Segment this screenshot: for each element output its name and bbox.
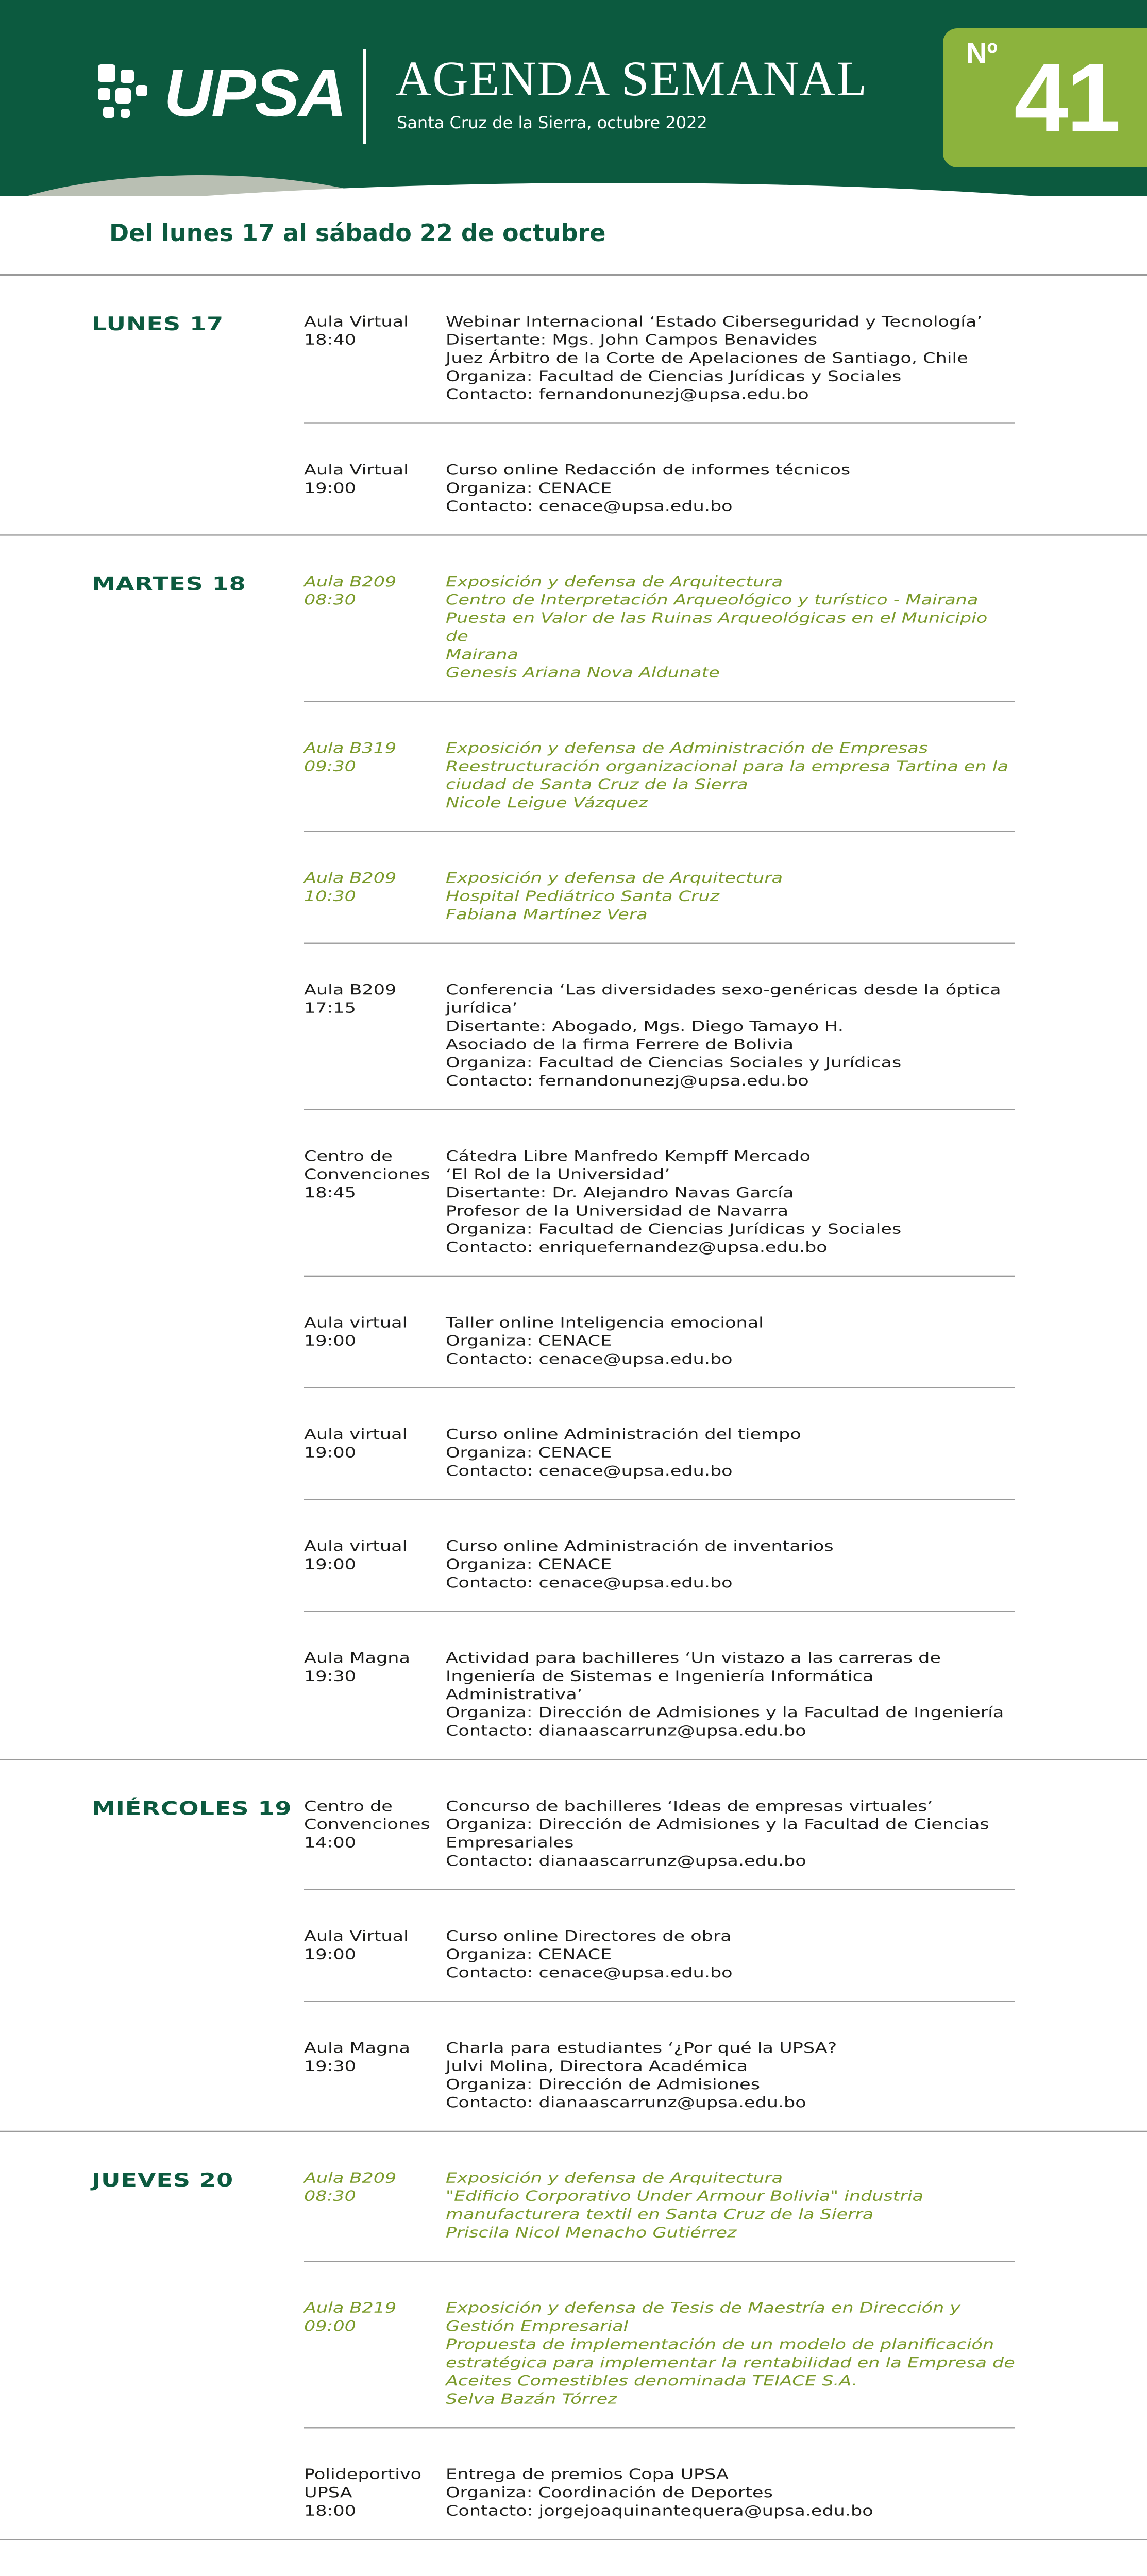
event-place-time: Polideportivo UPSA 18:00 [304, 2466, 422, 2519]
event-description: Exposición y defensa de Arquitectura Centro de Interpretación Arqueológico y turístico - Mairana Puesta en Valor de las Ruinas Arqueológicas en el Municipio de Mairana Genesis Ariana Nova Aldunate [446, 573, 988, 681]
event-item [304, 1388, 1015, 1500]
event-description: Charla para estudiantes ‘¿Por qué la UPSA? Julvi Molina, Directora Académica Organiza: Dirección de Admisiones Contacto: dianaascarrunz@upsa.edu.bo [446, 2040, 837, 2111]
event-place-time: Aula B209 10:30 [304, 870, 397, 905]
event-item [304, 702, 1015, 832]
upsa-logo [98, 57, 346, 129]
event-description: Cátedra Libre Manfredo Kempff Mercado ‘El Rol de la Universidad’ Disertante: Dr. Alejandro Navas García Profesor de la Universidad de Navarra Organiza: Facultad de Ciencias Jurídicas y Sociales Contacto: enriquefernandez@upsa.edu.bo [446, 1148, 902, 1256]
day-section [0, 2132, 1147, 2540]
event-item [304, 944, 1015, 1110]
day-section [0, 1760, 1147, 2132]
event-item [304, 2002, 1015, 2131]
event-item [304, 1277, 1015, 1388]
event-item [304, 832, 1015, 944]
day-name: JUEVES 20 [92, 2169, 234, 2191]
event-description: Concurso de bachilleres ‘Ideas de empresas virtuales’ Organiza: Dirección de Admisiones y la Facultad de Ciencias Empresariales Contacto: dianaascarrunz@upsa.edu.bo [446, 1798, 989, 1869]
event-place-time: Centro de Convenciones 18:45 [304, 1148, 430, 1201]
header-banner [0, 0, 1147, 196]
header-divider [363, 49, 366, 144]
event-place-time: Aula virtual 19:00 [304, 1314, 408, 1349]
event-item [304, 2262, 1015, 2428]
event-place-time: Aula Virtual 19:00 [304, 462, 409, 497]
agenda-list [0, 276, 1147, 2576]
event-place-time: Aula Magna 19:30 [304, 1650, 410, 1685]
event-description: Webinar Internacional ‘Estado Ciberseguridad y Tecnología’ Disertante: Mgs. John Campos Benavides Juez Árbitro de la Corte de Apelaciones de Santiago, Chile Organiza: Facultad de Ciencias Jurídicas y Sociales Contacto: fernandonunezj@upsa.edu.bo [446, 313, 983, 403]
event-place-time: Aula Magna 19:30 [304, 2040, 410, 2075]
event-description: Curso online Redacción de informes técnicos Organiza: CENACE Contacto: cenace@upsa.edu.bo [446, 462, 851, 515]
event-place-time: Aula virtual 19:00 [304, 1538, 408, 1573]
event-place-time: Aula Virtual 19:00 [304, 1928, 409, 1963]
event-item [304, 1890, 1015, 2002]
event-place-time: Aula B319 09:30 [304, 740, 397, 775]
day-section [0, 2540, 1147, 2576]
period-heading: Del lunes 17 al sábado 22 de octubre [109, 219, 606, 247]
issue-number-label: Nº [966, 37, 998, 69]
issue-number: 41 [1014, 43, 1119, 152]
event-description: Curso online Directores de obra Organiza: CENACE Contacto: cenace@upsa.edu.bo [446, 1928, 733, 1981]
event-item [304, 2132, 1015, 2262]
event-description: Exposición y defensa de Arquitectura "Edificio Corporativo Under Armour Bolivia" industria manufacturera textil en Santa Cruz de la Sierra Priscila Nicol Menacho Gutiérrez [446, 2170, 924, 2241]
day-name: MARTES 18 [92, 572, 246, 595]
event-description: Conferencia ‘Las diversidades sexo-genéricas desde la óptica jurídica’ Disertante: Abogado, Mgs. Diego Tamayo H. Asociado de la firma Ferrere de Bolivia Organiza: Facultad de Ciencias Sociales y Jurídicas Contacto: fernandonunezj@upsa.edu.bo [446, 981, 1001, 1090]
event-item [304, 2428, 1015, 2539]
event-item [304, 536, 1015, 702]
event-place-time: Aula Virtual 18:40 [304, 313, 409, 348]
page-subtitle: Santa Cruz de la Sierra, octubre 2022 [397, 113, 707, 132]
event-item [304, 424, 1015, 535]
event-description: Exposición y defensa de Arquitectura Hospital Pediátrico Santa Cruz Fabiana Martínez Vera [446, 870, 783, 923]
event-item [304, 2540, 1015, 2576]
day-name: LUNES 17 [92, 313, 224, 335]
event-item [304, 1612, 1015, 1759]
event-item [304, 1500, 1015, 1612]
event-description: Exposición y defensa de Tesis de Maestría en Dirección y Gestión Empresarial Propuesta de implementación de un modelo de planificación estratégica para implementar la rentabilidad en la Empresa de Aceites Comestibles denominada TEIACE S.A. Selva Bazán Tórrez [446, 2300, 1015, 2408]
event-place-time: Centro de Convenciones 14:00 [304, 1798, 430, 1851]
event-place-time: Aula B219 09:00 [304, 2300, 397, 2335]
event-description: Curso online Administración de inventarios Organiza: CENACE Contacto: cenace@upsa.edu.bo [446, 1538, 834, 1591]
day-section [0, 536, 1147, 1760]
event-item [304, 1110, 1015, 1277]
day-name: MIÉRCOLES 19 [92, 1797, 292, 1820]
event-place-time: Aula B209 08:30 [304, 2170, 397, 2205]
event-item [304, 1760, 1015, 1890]
event-description: Exposición y defensa de Administración de Empresas Reestructuración organizacional para la empresa Tartina en la ciudad de Santa Cruz de la Sierra Nicole Leigue Vázquez [446, 740, 1008, 811]
event-place-time: Aula B209 17:15 [304, 981, 397, 1016]
event-description: Taller online Inteligencia emocional Organiza: CENACE Contacto: cenace@upsa.edu.bo [446, 1314, 764, 1368]
event-place-time: Aula virtual 19:00 [304, 1426, 408, 1461]
logo-mark-icon [98, 64, 155, 121]
event-place-time: Aula B209 08:30 [304, 573, 397, 608]
event-description: Actividad para bachilleres ‘Un vistazo a las carreras de Ingeniería de Sistemas e Ingeniería Informática Administrativa’ Organiza: Dirección de Admisiones y la Facultad de Ingeniería Contacto: dianaascarrunz@upsa.edu.bo [446, 1650, 1004, 1739]
page-title: AGENDA SEMANAL [396, 51, 868, 106]
day-section [0, 276, 1147, 536]
logo-text: UPSA [164, 55, 346, 130]
event-item [304, 276, 1015, 424]
event-description: Curso online Administración del tiempo Organiza: CENACE Contacto: cenace@upsa.edu.bo [446, 1426, 801, 1480]
event-description: Entrega de premios Copa UPSA Organiza: Coordinación de Deportes Contacto: jorgejoaquinantequera@upsa.edu.bo [446, 2466, 873, 2519]
